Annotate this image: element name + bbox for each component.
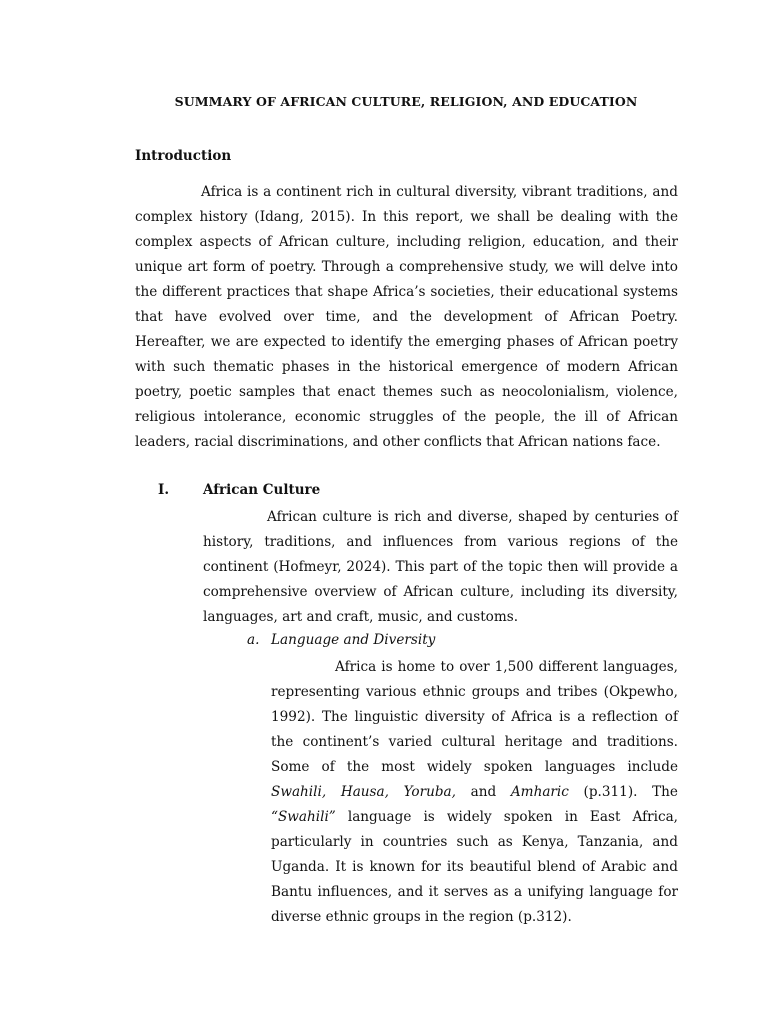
introduction-heading: Introduction bbox=[135, 148, 232, 164]
african-culture-paragraph: African culture is rich and diverse, shaped by centuries of history, traditions, and influences from various regions of the continent (Hofmeyr, 2024). This part of the topic then will provide a comprehensive overview of African culture, including its diversity, languages, art and craft, music, and customs. bbox=[203, 509, 678, 625]
section-1-heading: African Culture bbox=[203, 482, 321, 498]
language-name-swahili: “Swahili” bbox=[271, 809, 336, 825]
section-1-number: I. bbox=[158, 482, 170, 498]
introduction-paragraph: Africa is a continent rich in cultural diversity, vibrant traditions, and complex history (Idang, 2015). In this report, we shall be dealing with the complex aspects of African culture, including religion, education, and their unique art form of poetry. Through a comprehensive study, we will delve into the different practices that shape Africa’s societies, their educational systems that have evolved over time, and the development of African Poetry. Hereafter, we are expected to identify the emerging phases of African poetry with such thematic phases in the historical emergence of modern African poetry, poetic samples that enact themes such as neocolonialism, violence, religious intolerance, economic struggles of the people, the ill of African leaders, racial discriminations, and other conflicts that African nations face. bbox=[135, 184, 678, 450]
language-diversity-paragraph bbox=[271, 655, 678, 930]
subsection-a-letter: a. bbox=[247, 632, 260, 648]
document-title: SUMMARY OF AFRICAN CULTURE, RELIGION, AND EDUCATION bbox=[174, 94, 638, 109]
language-text-4: language is widely spoken in East Africa, particularly in countries such as Kenya, Tanzania, and Uganda. It is known for its beautiful blend of Arabic and Bantu influences, and it serves as a unifying language for diverse ethnic groups in the region (p.312). bbox=[271, 809, 678, 925]
subsection-a-heading: Language and Diversity bbox=[271, 632, 436, 648]
language-text-3: (p.311). The bbox=[568, 784, 678, 800]
language-name-amharic: Amharic bbox=[510, 784, 569, 800]
language-names-1: Swahili, Hausa, Yoruba, bbox=[271, 784, 456, 800]
language-text-1: Africa is home to over 1,500 different languages, representing various ethnic groups and tribes (Okpewho, 1992). The linguistic diversity of Africa is a reflection of the continent’s varied cultural heritage and traditions. Some of the most widely spoken languages include bbox=[271, 659, 678, 775]
language-text-2: and bbox=[455, 784, 511, 800]
